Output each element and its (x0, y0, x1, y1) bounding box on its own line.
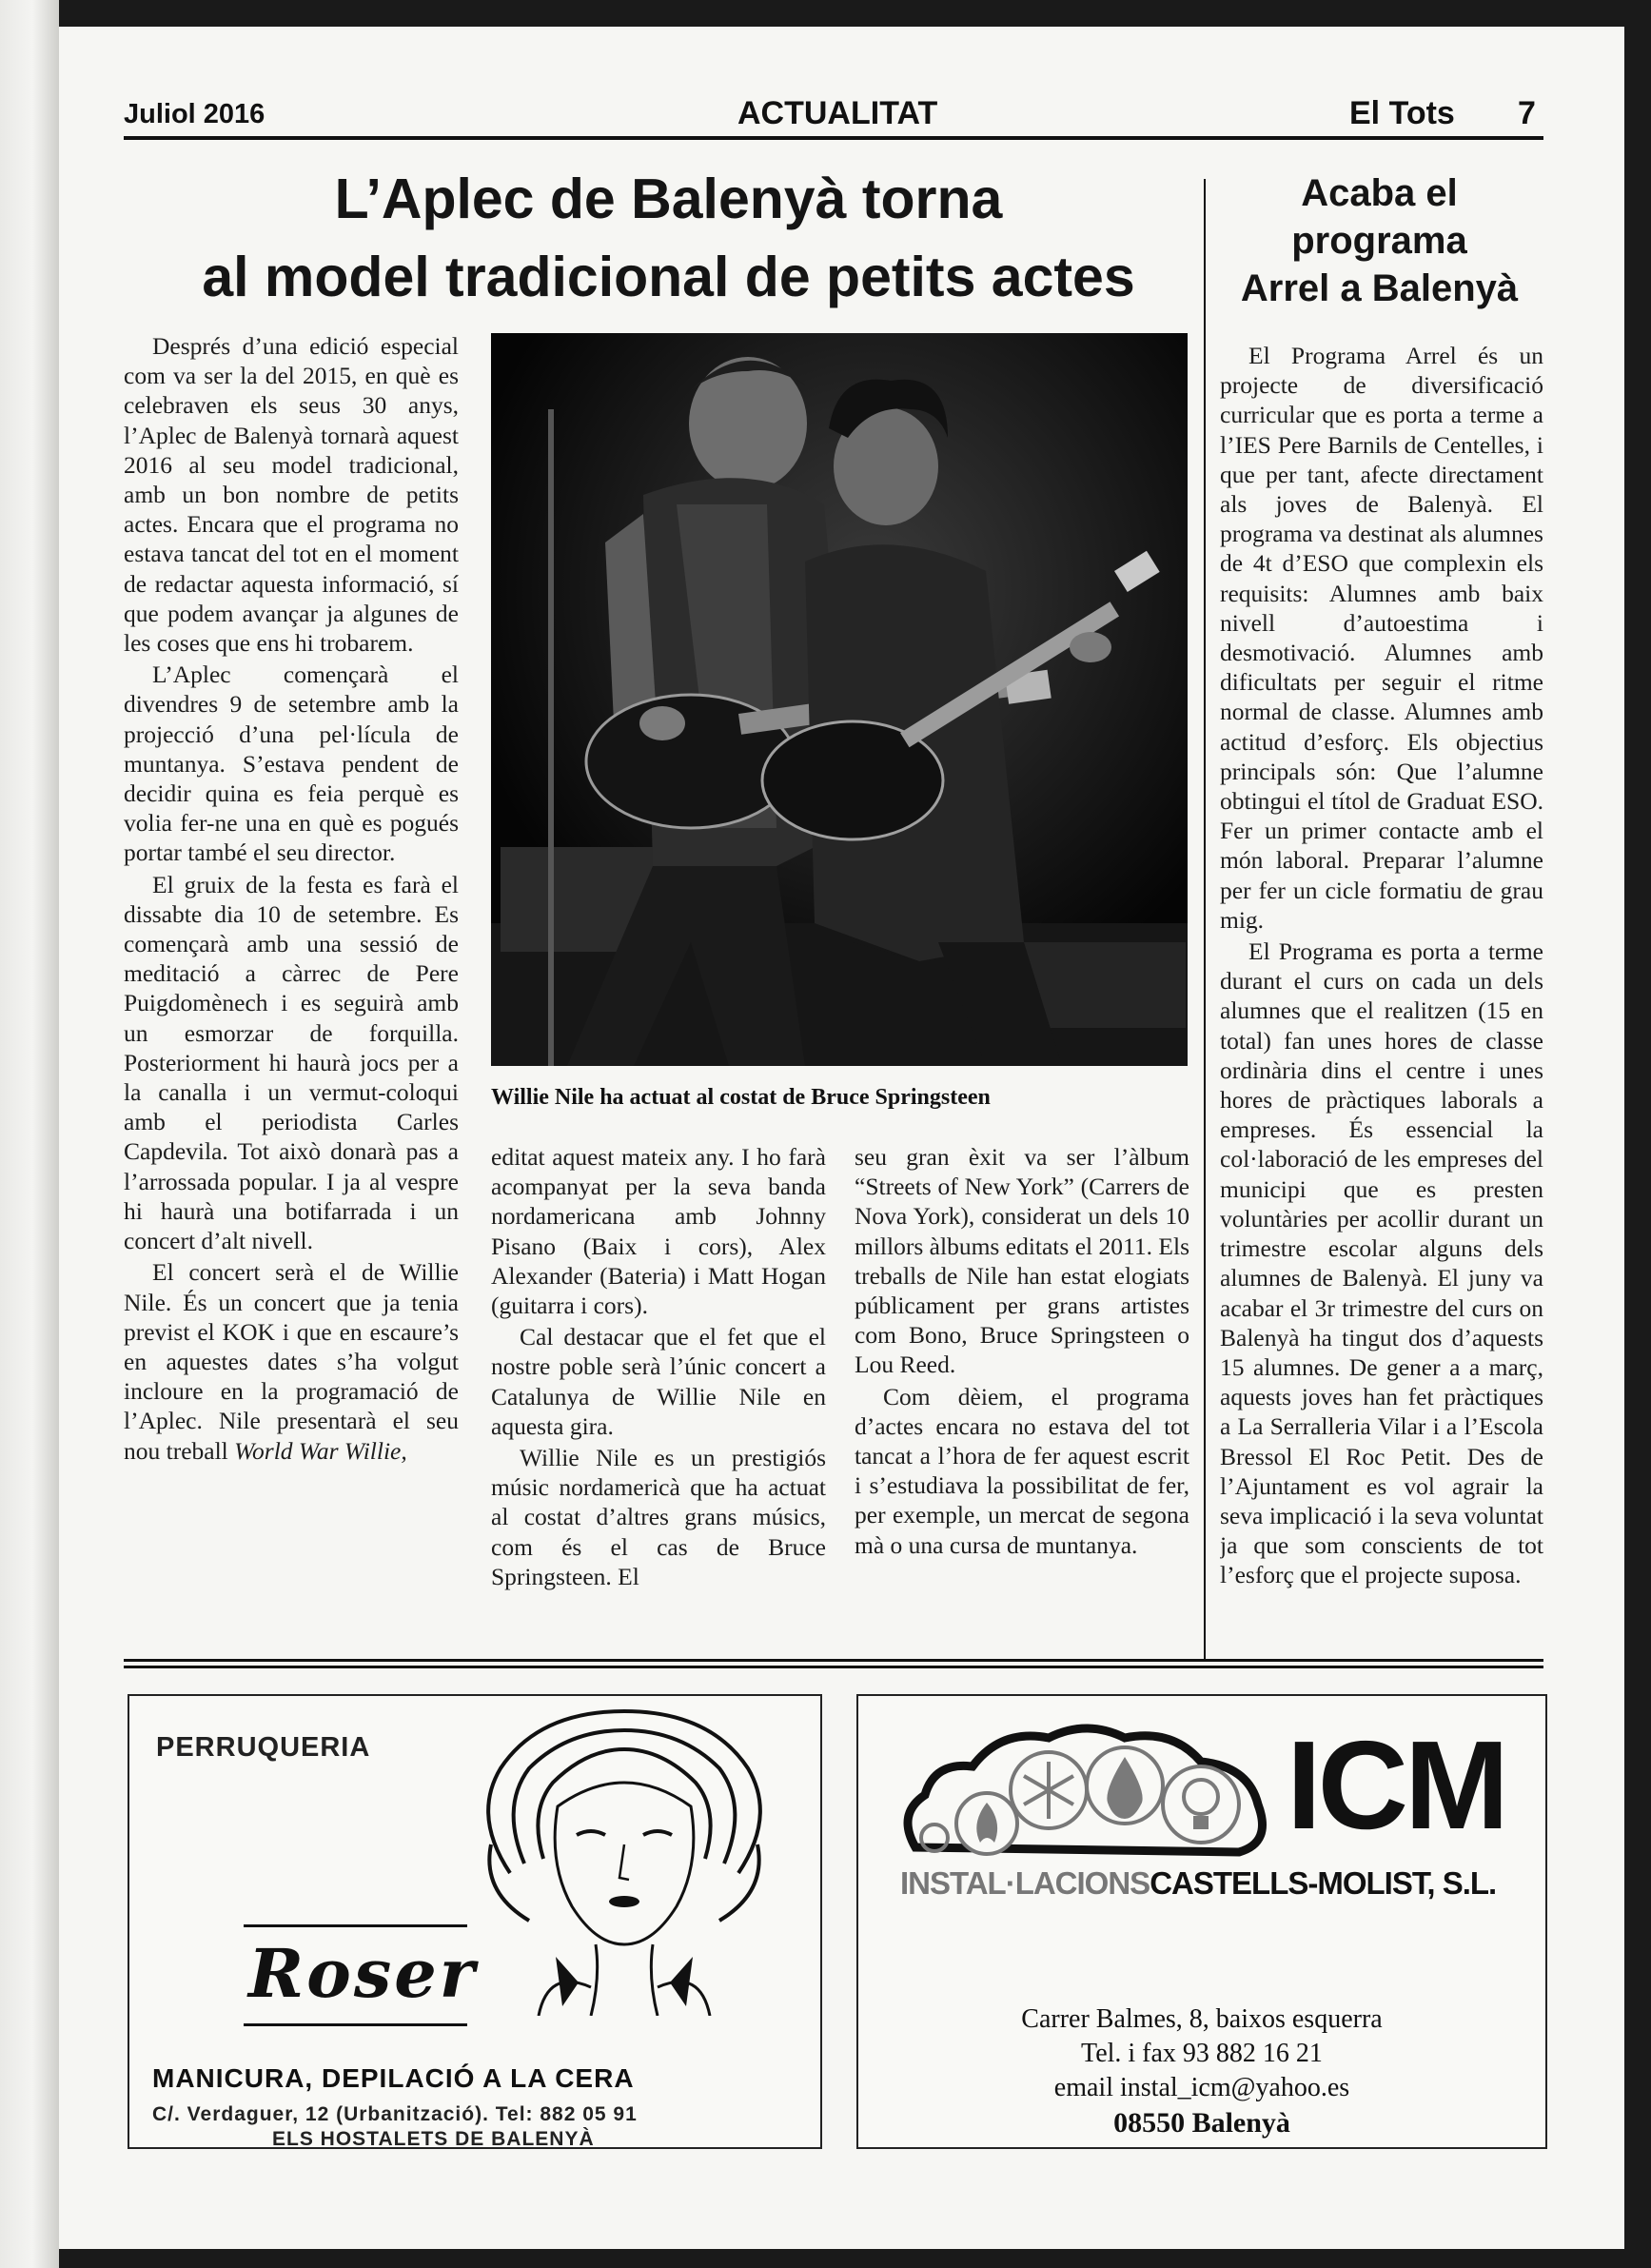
ads-rule-bottom (124, 1666, 1543, 1668)
col1-paragraph-text: El concert serà el de Willie Nile. És un concert que ja tenia previst el KOK i que en escaure’s en aquestes dates s’ha volgut incloure en la programació de l’Aplec. Nile presentarà el seu nou treball (124, 1258, 459, 1465)
icm-logo-text: ICM (1287, 1715, 1505, 1855)
ad-left-brand: Roser (248, 1934, 478, 2013)
ad-left-town: ELS HOSTALETS DE BALENYÀ (272, 2128, 595, 2150)
col1-paragraph (124, 1257, 459, 1465)
column-divider (1204, 179, 1206, 1659)
side-title-line2: programa (1291, 220, 1467, 262)
side-article-title (1215, 169, 1543, 312)
brand-underline-bottom (244, 2023, 467, 2026)
brand-underline-top (244, 1924, 467, 1927)
header-section: ACTUALITAT (737, 95, 938, 131)
main-article-column-1 (124, 331, 459, 1645)
col3-paragraph: Com dèiem, el programa d’actes encara no estava del tot tancat a l’hora de fer aquest escrit i s’estudiava la possibilitat de fer, per exemple, un mercat de segona mà o una cursa de muntanya. (855, 1382, 1189, 1559)
icm-company-name (900, 1865, 1496, 1902)
col1-paragraph: El gruix de la festa es farà el dissabte dia 10 de setembre. Es començarà amb una sessió de meditació a càrrec de Pere Puigdomènech i es seguirà amb un esmorzar de forquilla. Posteriorment hi haurà jocs per a la canalla i un vermut-coloqui amb el periodista Carles Capdevila. Tot això donarà pas a l’arrossada popular. I ja al vespre hi haurà una botifarrada i un concert d’alt nivell. (124, 870, 459, 1255)
main-title-line2: al model tradicional de petits actes (202, 246, 1135, 308)
icm-logo-icons (896, 1709, 1277, 1862)
concert-photo-illustration (491, 333, 1188, 1066)
photo-caption: Willie Nile ha actuat al costat de Bruce Springsteen (491, 1085, 991, 1110)
side-title-line3: Arrel a Balenyà (1240, 267, 1519, 309)
main-article-column-3 (855, 1142, 1189, 1647)
main-article-column-2 (491, 1142, 826, 1647)
col2-paragraph: Willie Nile es un prestigiós músic nordamericà que ha actuat al costat d’altres grans músics, com és el cas de Bruce Springsteen. El (491, 1444, 826, 1590)
woman-illustration (472, 1702, 776, 2016)
icm-phone: Tel. i fax 93 882 16 21 (1081, 2039, 1323, 2068)
col2-paragraph: Cal destacar que el fet que el nostre poble serà l’únic concert a Catalunya de Willie Nile en aquesta gira. (491, 1323, 826, 1440)
icm-address: Carrer Balmes, 8, baixos esquerra (1021, 2004, 1383, 2034)
col3-paragraph: seu gran èxit va ser l’àlbum “Streets of New York” (Carrers de Nova York), considerat un dels 10 millors àlbums editats el 2011. Els treballs de Nile han estat elogiats públicament per grans artistes com Bono, Bruce Springsteen o Lou Reed. (855, 1143, 1189, 1379)
ad-left-heading: PERRUQUERIA (156, 1732, 371, 1763)
ad-perruqueria-roser (128, 1694, 822, 2149)
icm-postcode-town: 08550 Balenyà (1113, 2107, 1290, 2139)
concert-photo (491, 333, 1188, 1066)
col1-paragraph: L’Aplec començarà el divendres 9 de setembre amb la projecció d’una pel·lícula de muntanya. S’estava pendent de decidir quina es feia perquè es volia fer-ne una en què es pogués portar també el seu director. (124, 661, 459, 867)
header-rule (124, 136, 1543, 140)
side-title-line1: Acaba el (1301, 172, 1458, 214)
newspaper-page (59, 27, 1624, 2249)
icm-email: email instal_icm@yahoo.es (1053, 2073, 1350, 2102)
icm-company-part1: INSTAL·LACIONS (900, 1865, 1150, 1901)
album-title-italic: World War Willie, (234, 1436, 407, 1465)
icm-company-part2: CASTELLS-MOLIST, S.L. (1150, 1865, 1497, 1901)
ad-left-address: C/. Verdaguer, 12 (Urbanització). Tel: 882 05 91 (152, 2103, 638, 2125)
side-paragraph: El Programa Arrel és un projecte de diversificació curricular que es porta a terme a l’IES Pere Barnils de Centelles, i que per tant, afecte directament als joves de Balenyà. El programa va destinat als alumnes de 4t d’ESO que complexin els requisits: Alumnes amb baix nivell d’autoestima i desmotivació. Alumnes amb dificultats per seguir el ritme normal de classe. Alumnes amb actitud d’esforç. Els objectius principals són: Que l’alumne obtingui el títol de Graduat ESO. Fer un primer contacte amb el món laboral. Preparar l’alumne per fer un cicle formatiu de grau mig. (1220, 342, 1543, 934)
header-date: Juliol 2016 (124, 99, 265, 129)
ad-icm-installations (856, 1694, 1547, 2149)
magazine-spine (0, 0, 59, 2268)
col1-paragraph: Després d’una edició especial com va ser la del 2015, en què es celebraven els seus 30 anys, l’Aplec de Balenyà tornarà aquest 2016 al seu model tradicional, amb un bon nombre de petits actes. Encara que el programa no estava tancat del tot en el moment de redactar aquesta informació, sí que podem avançar ja algunes de les coses que ens hi trobarem. (124, 332, 459, 658)
main-title-line1: L’Aplec de Balenyà torna (334, 168, 1003, 230)
col2-paragraph: editat aquest mateix any. I ho farà acompanyat per la seva banda nordamericana amb Johnny Pisano (Baix i cors), Alex Alexander (Bateria) i Matt Hogan (guitarra i cors). (491, 1143, 826, 1320)
side-article-body (1220, 341, 1543, 1654)
ads-rule-top (124, 1659, 1543, 1662)
header-publication: El Tots (1349, 95, 1455, 131)
side-paragraph: El Programa es porta a terme durant el curs on cada un dels alumnes que el realitzen (15 en total) fan unes hores de classe ordinària dins el centre i unes hores de pràctiques laborals a empreses. És essencial la col·laboració de les empreses del municipi que es presten voluntàries per acollir durant un trimestre escolar alguns dels alumnes de Balenyà. El juny va acabar el 3r trimestre del curs on Balenyà ha tingut dos d’aquests 15 alumnes. De gener a a març, aquests joves han fet pràctiques a La Serralleria Vilar i a l’Escola Bressol El Roc Petit. Des de l’Ajuntament es vol agrair la seva implicació i la seva voluntat ja que som conscients de tot l’esforç que el projecte suposa. (1220, 937, 1543, 1589)
main-article-title (124, 160, 1213, 316)
ad-left-services: MANICURA, DEPILACIÓ A LA CERA (152, 2063, 635, 2093)
header-page-number: 7 (1518, 95, 1536, 131)
